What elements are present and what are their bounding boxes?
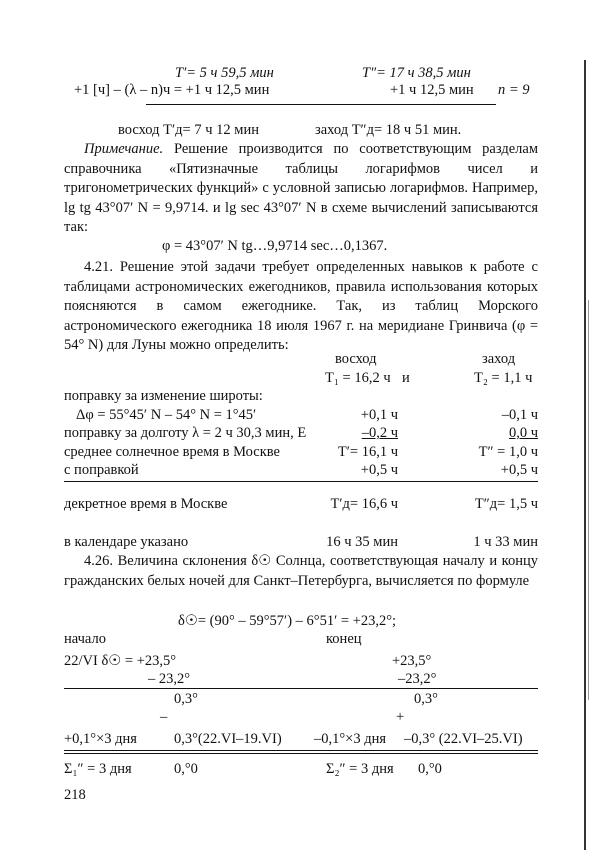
correction-value: +1 ч 12,5 мин [390,82,474,98]
rule [64,750,538,751]
end-range: –0,3° (22.VI–25.VI) [404,731,523,747]
start-rate: +0,1°×3 дня [64,731,137,747]
n-value: n = 9 [498,82,530,98]
end-subtract: –23,2° [398,671,437,687]
dphi-rise: +0,1 ч [360,407,398,423]
latitude-label: поправку за изменение широты: [64,388,263,404]
correction-rise: +0,5 ч [360,462,398,478]
paragraph-4-21 [64,258,538,356]
end-difference: 0,3° [414,691,438,707]
dphi-set: –0,1 ч [501,407,538,423]
declination-formula: δ☉= (90° – 59°57′) – 6°51′ = +23,2°; [178,613,397,629]
longitude-label: поправку за долготу λ = 2 ч 30,3 мин, E [64,425,307,441]
calendar-label: в календаре указано [64,534,189,550]
decree-time-set: T″д= 1,5 ч [474,496,538,512]
decree-time-rise: T′д= 16,6 ч [330,496,398,512]
t-double-prime-value: T″= 17 ч 38,5 мин [362,65,471,81]
rule [64,481,538,482]
start-label: начало [64,631,106,647]
start-difference: 0,3° [174,691,198,707]
mean-time-label: среднее солнечное время в Москве [64,444,280,460]
page-edge [584,60,586,850]
end-declination: +23,5° [392,653,432,669]
paragraph-4-26-text: 4.26. Величина склонения δ☉ Солнца, соответствующая началу и концу гражданских белых ночей для Санкт–Петербурга, вычисляется по формуле [64,553,538,589]
decree-time-label: декретное время в Москве [64,496,228,512]
t2-value: T₂ = 1,1 ч [474,370,533,386]
start-subtract: – 23,2° [148,671,191,687]
mean-time-set: T″ = 1,0 ч [478,444,538,460]
and-word: и [402,370,410,386]
sunrise-result: восход T′д= 7 ч 12 мин [118,122,259,138]
page-edge-shadow [588,300,589,700]
with-correction-label: с поправкой [64,462,139,478]
calendar-set: 1 ч 33 мин [473,534,538,550]
rule [146,104,496,105]
note-label: Примечание. [84,141,164,157]
calendar-rise: 16 ч 35 мин [326,534,398,550]
header-sunset: заход [482,351,516,367]
correction-set: +0,5 ч [500,462,538,478]
plus-sign: + [396,709,405,725]
end-label: конец [326,631,362,647]
end-sum: Σ₂″ = 3 дня [326,761,394,777]
lon-rise: –0,2 ч [361,425,398,441]
lon-set: 0,0 ч [508,425,538,441]
rule [64,753,538,754]
paragraph-4-21-text: 4.21. Решение этой задачи требует определенных навыков к работе с таблицами астрономических ежегодников, правила использования которых поясняются в самом ежегоднике. Так, из таблиц Морского астрономического ежегодника 18 июля 1967 г. на меридиане Гринвича (φ = 54° N) для Луны можно определить: [64,259,538,354]
header-sunrise: восход [335,351,377,367]
start-sum-value: 0,°0 [174,761,198,777]
sunset-result: заход T″д= 18 ч 51 мин. [315,122,462,138]
note-text: Решение производится по соответствующим разделам справочника «Пятизначные таблицы логарифмов чисел и тригонометрических функций» с условной записью логарифмов. Например, lg tg 43°07′ N = 9,9714. и lg sec 43°07′ N в схеме вычислений записываются так: [64,141,538,236]
start-declination: 22/VI δ☉ = +23,5° [64,653,177,669]
start-sum: Σ₁″ = 3 дня [64,761,132,777]
end-rate: –0,1°×3 дня [314,731,387,747]
rule [64,688,538,689]
correction-formula: +1 [ч] – (λ – n)ч = +1 ч 12,5 мин [74,82,270,98]
minus-sign: – [160,709,168,725]
note-paragraph [64,140,538,238]
formula-log: φ = 43°07′ N tg…9,9714 sec…0,1367. [162,238,388,254]
end-sum-value: 0,°0 [418,761,442,777]
t1-value: T₁ = 16,2 ч [325,370,391,386]
mean-time-rise: T′= 16,1 ч [337,444,398,460]
t-prime-value: T′= 5 ч 59,5 мин [175,65,274,81]
page-number: 218 [64,787,86,803]
paragraph-4-26 [64,552,538,591]
dphi-formula: Δφ = 55°45′ N – 54° N = 1°45′ [76,407,257,423]
start-range: 0,3°(22.VI–19.VI) [174,731,282,747]
